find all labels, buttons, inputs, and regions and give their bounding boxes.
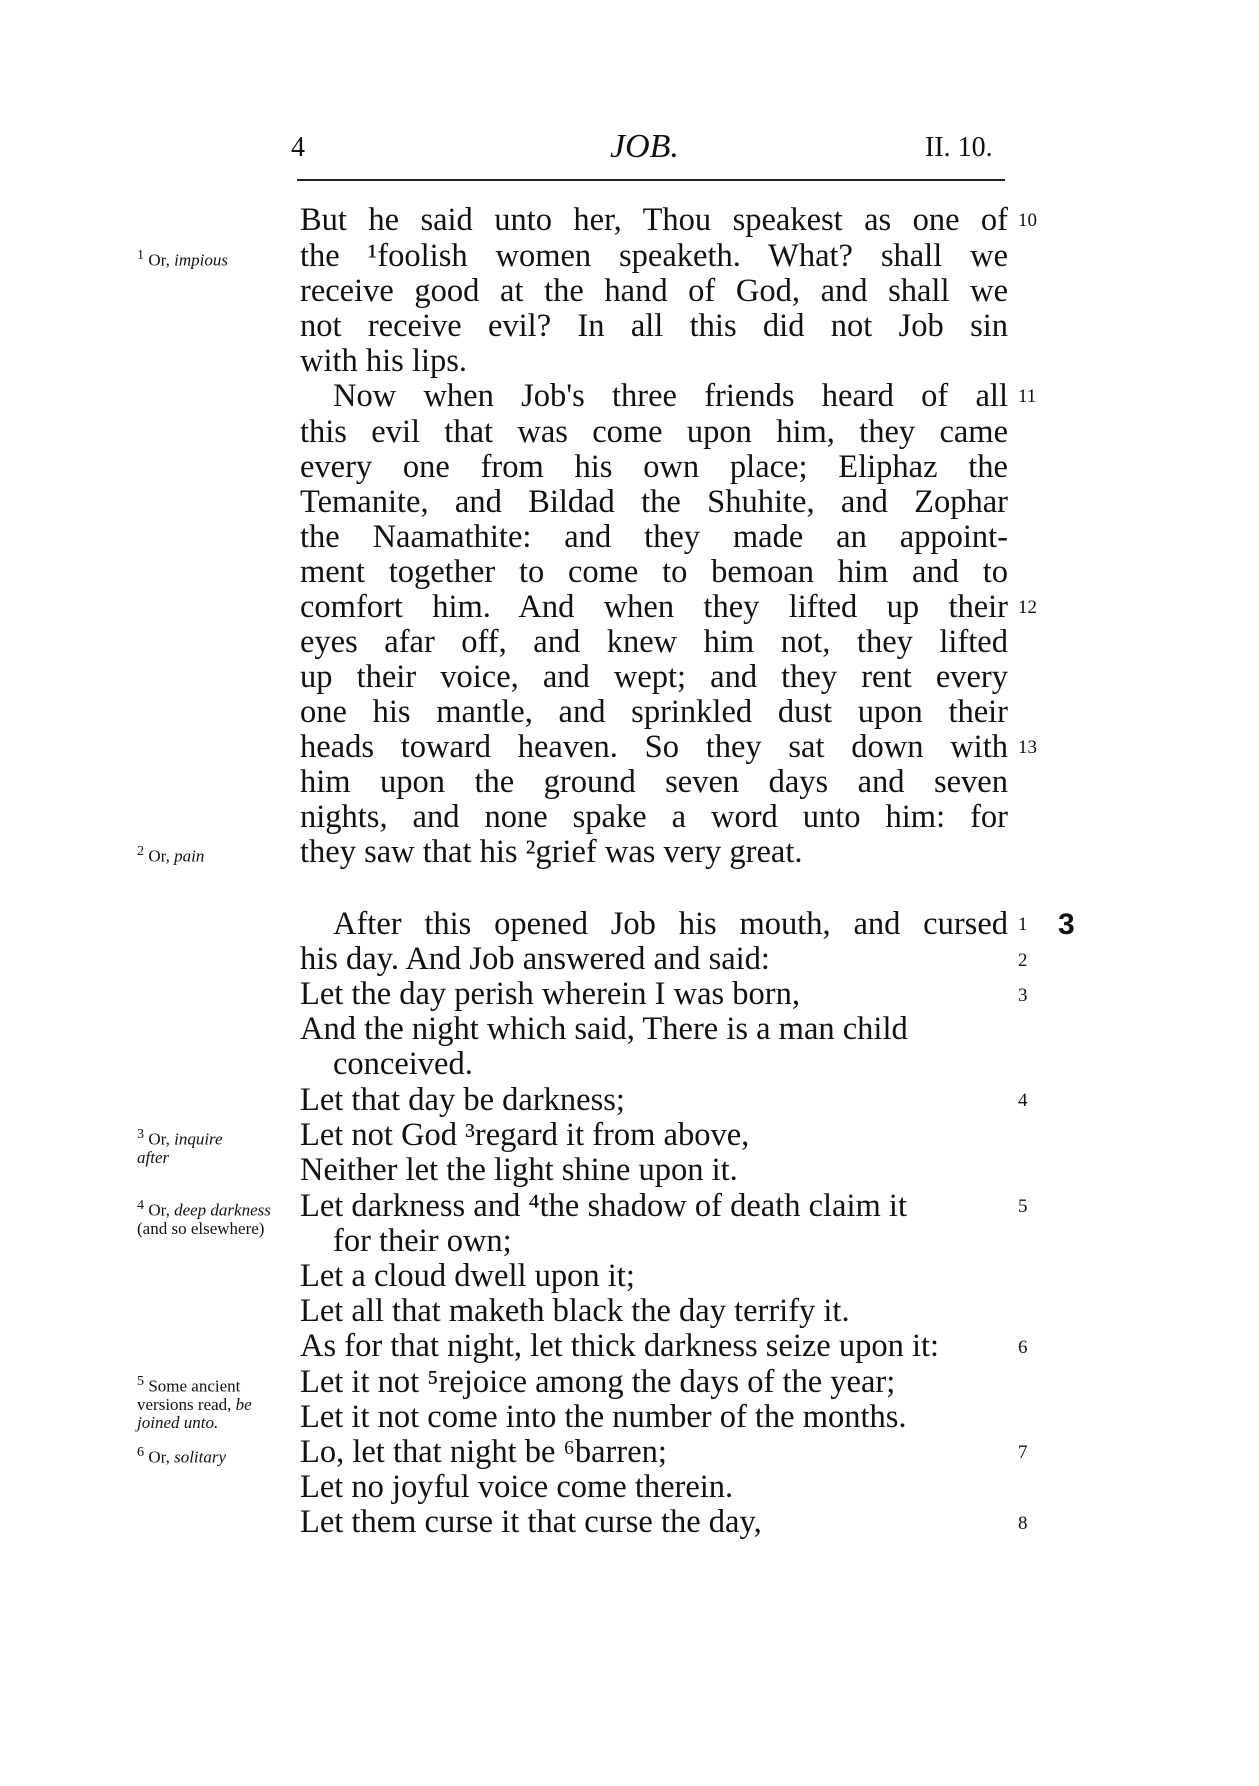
text-line: comfort him. And when they lifted up their	[300, 589, 1008, 625]
verse-number: 1	[1018, 914, 1028, 935]
chapter-number: 3	[1058, 908, 1075, 941]
text-line: heads toward heaven. So they sat down with	[300, 729, 1008, 765]
text-line: Let it not come into the number of the months.	[300, 1399, 907, 1435]
text-line: not receive evil? In all this did not Job sin	[300, 308, 1008, 344]
text-line: conceived.	[333, 1046, 473, 1082]
verse-number: 8	[1018, 1513, 1028, 1534]
text-line: one his mantle, and sprinkled dust upon their	[300, 694, 1008, 730]
text-line: this evil that was come upon him, they came	[300, 414, 1008, 450]
text-line: Let them curse it that curse the day,	[300, 1504, 762, 1540]
text-line: Let darkness and ⁴the shadow of death claim it	[300, 1188, 907, 1224]
text-line: Let a cloud dwell upon it;	[300, 1258, 635, 1294]
text-line: Temanite, and Bildad the Shuhite, and Zophar	[300, 484, 1008, 520]
verse-number: 5	[1018, 1196, 1028, 1217]
text-line: Let no joyful voice come therein.	[300, 1469, 734, 1505]
text-line: Let it not ⁵rejoice among the days of the year;	[300, 1364, 896, 1400]
text-line: ment together to come to bemoan him and to	[300, 554, 1008, 590]
text-line: the ¹foolish women speaketh. What? shall we	[300, 238, 1008, 274]
text-line: receive good at the hand of God, and shall we	[300, 273, 1008, 309]
text-line: with his lips.	[300, 343, 468, 379]
text-line: nights, and none spake a word unto him: for	[300, 799, 1008, 835]
margin-note: $^6$ Or, solitary	[137, 1444, 227, 1467]
margin-note: $^3$ Or, inquire after	[137, 1126, 223, 1167]
verse-number: 10	[1018, 210, 1037, 231]
text-line: they saw that his ²grief was very great.	[300, 834, 803, 870]
text-line: As for that night, let thick darkness seize upon it:	[300, 1328, 940, 1364]
text-line: for their own;	[333, 1223, 512, 1259]
text-line: every one from his own place; Eliphaz the	[300, 449, 1008, 485]
verse-number: 7	[1018, 1442, 1028, 1463]
text-line: And the night which said, There is a man child	[300, 1011, 908, 1047]
text-line: Let that day be darkness;	[300, 1082, 625, 1118]
text-line: Let not God ³regard it from above,	[300, 1117, 750, 1153]
text-line: up their voice, and wept; and they rent every	[300, 659, 1008, 695]
verse-number: 3	[1018, 985, 1028, 1006]
chapter-verse-reference: II. 10.	[925, 132, 993, 163]
margin-note: $^1$ Or, impious	[137, 247, 228, 270]
text-line: eyes afar off, and knew him not, they lifted	[300, 624, 1008, 660]
text-line: him upon the ground seven days and seven	[300, 764, 1008, 800]
header-rule	[297, 179, 1005, 181]
text-line: the Naamathite: and they made an appoint-	[300, 519, 1008, 555]
text-line: his day. And Job answered and said:	[300, 941, 770, 977]
verse-number: 13	[1018, 737, 1037, 758]
verse-number: 12	[1018, 597, 1037, 618]
text-line: Let all that maketh black the day terrify it.	[300, 1293, 850, 1329]
text-line: After this opened Job his mouth, and cursed	[333, 906, 1008, 942]
verse-number: 2	[1018, 950, 1028, 971]
text-line: Neither let the light shine upon it.	[300, 1152, 738, 1188]
text-line: Let the day perish wherein I was born,	[300, 976, 800, 1012]
page-number: 4	[291, 132, 305, 163]
text-line: Lo, let that night be ⁶barren;	[300, 1434, 667, 1470]
text-line: Now when Job's three friends heard of all	[333, 378, 1008, 414]
text-line: But he said unto her, Thou speakest as one of	[300, 202, 1008, 238]
verse-number: 4	[1018, 1090, 1028, 1111]
running-title: JOB.	[610, 128, 679, 165]
margin-note: $^2$ Or, pain	[137, 843, 205, 866]
margin-note: $^4$ Or, deep darkness (and so elsewhere)	[137, 1197, 271, 1238]
verse-number: 11	[1018, 386, 1037, 407]
verse-number: 6	[1018, 1337, 1028, 1358]
margin-note: $^5$ Some ancient versions read, be joined unto.	[137, 1373, 252, 1432]
